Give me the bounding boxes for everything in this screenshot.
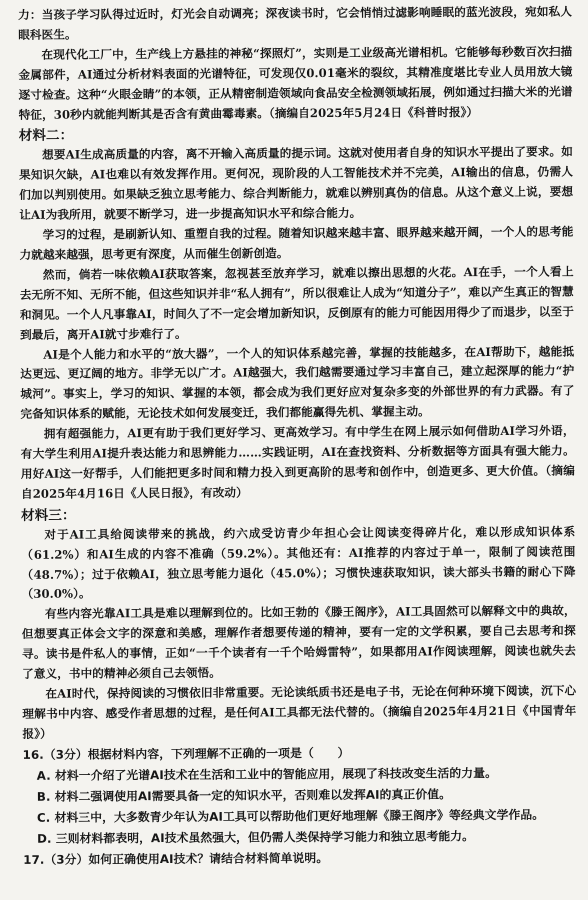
material2-paragraph-5 xyxy=(21,422,575,505)
question-16-option-a[interactable]: A. 材料一介绍了光谱AI技术在生活和工业中的智能应用，展现了科技改变生活的力量。 xyxy=(36,765,498,783)
factory-text: 在现代化工厂中，生产线上方悬挂的神秘“探照灯”，实则是工业级高光谱相机。它能够每秒数百次扫描金属部件，AI通过分析材料表面的光谱特征，可发现仅0.01毫米的裂纹，其精准度堪比专业人员用放大镜逐寸检查。这种“火眼金睛”的本领，正从精密制造领域向食品安全检测领域拓展，例如通过扫描大米的光谱特征，30秒内就能判断其是否含有黄曲霉毒素。 xyxy=(18,44,573,122)
question-16-option-c[interactable]: C. 材料三中，大多数青少年认为AI工具可以帮助他们更好地理解《滕王阁序》等经典文学作品。 xyxy=(36,807,545,825)
factory-source: （摘编自2025年5月24日《科普时报》） xyxy=(268,104,479,120)
material2-p5-text: 拥有超强能力，AI更有助于我们更好学习、更高效学习。有中学生在网上展示如何借助AI学习外语，有大学生利用AI提升表达能力和思辨能力……实践证明，AI在查找资料、分析数据等方面具有强大能力。用好AI这一好帮手，人们能把更多时间和精力投入到更高阶的思考和创作中，创造更多、更大价值。 xyxy=(20,423,575,481)
material2-paragraph-2: 学习的过程，是刷新认知、重塑自我的过程。随着知识越来越丰富、眼界越来越开阔，一个人的思考能力就越来越强，思考更有深度，从而催生创新创造。 xyxy=(19,224,574,262)
material3-paragraph-1: 对于AI工具给阅读带来的挑战，约六成受访青少年担心会让阅读变得碎片化，难以形成知识体系（61.2%）和AI生成的内容不准确（59.2%）。其他还有：AI推荐的内容过于单一，限制了阅读范围（48.7%）；过于依赖AI，独立思考能力退化（45.0%）；习惯快速获取知识，读大部头书籍的耐心下降（30.0%）。 xyxy=(21,524,576,602)
question-17-stem: 17.（3分）如何正确使用AI技术？请结合材料简单说明。 xyxy=(23,850,329,867)
material1-tail: 力：当孩子学习队得过近时，灯光会自动调亮；深夜读书时，它会悄悄过滤影响睡眠的蓝光波段，宛如私人眼科医生。 xyxy=(18,4,573,42)
material2-paragraph-1: 想要AI生成高质量的内容，离不开输入高质量的提示词。这就对使用者自身的知识水平提出了要求。如果知识欠缺，AI也难以有效发挥作用。更何况，现阶段的人工智能技术并不完美，AI输出的信息，仍需人们加以判别使用。如果缺乏独立思考能力、综合判断能力，就难以辨别真伪的信息。从这个意义上说，要想让AI为我所用，就要不断学习，进一步提高知识水平和综合能力。 xyxy=(19,144,574,223)
material3-source: （摘编自2025年4月21日《中国青年报》） xyxy=(22,703,577,741)
factory-paragraph xyxy=(18,42,572,125)
material2-paragraph-3: 然而，倘若一味依赖AI获取答案，忽视甚至放弃学习，就难以擦出思想的火花。AI在手，一个人看上去无所不知、无所不能，但这些知识并非“私人拥有”，所以很难让人成为“知道分子”，难以产生真正的智慧和洞见。一个人凡事靠AI，时间久了不一定会增加新知识，反倒原有的能力可能因用得少了而退步，以至于到最后，离开AI就寸步难行了。 xyxy=(19,264,574,342)
material2-paragraph-4: AI是个人能力和水平的“放大器”，一个人的知识体系越完善，掌握的技能越多，在AI帮助下，越能抵达更远、更辽阔的地方。非学无以广才。AI越强大，我们越需要通过学习丰富自己，建立起深厚的能力“护城河”。事实上，学习的知识、掌握的本领，都会成为我们更好应对复杂多变的外部世界的有力武器。有了完备知识体系的赋能，无论技术如何发展变迁，我们都能赢得先机、掌握主动。 xyxy=(20,343,575,422)
material3-paragraph-2: 有些内容光靠AI工具是难以理解到位的。比如王勃的《滕王阁序》，AI工具固然可以解释文中的典故，但想要真正体会文字的深意和美感，理解作者想要传递的精神，要有一定的文学积累，要自己去思考和探寻。读书是件私人的事情，正如“一千个读者有一千个哈姆雷特”，如果都用AI作阅读理解，阅读也就失去了意义，书中的精神必须自己去领悟。 xyxy=(21,603,577,681)
material3-heading: 材料三： xyxy=(21,507,76,524)
question-16-option-d[interactable]: D. 三则材料都表明，AI技术虽然强大，但仍需人类保持学习能力和独立思考能力。 xyxy=(37,828,475,846)
material2-source: （摘编自2025年4月16日《人民日报》，有改动） xyxy=(20,463,575,501)
question-16-stem: 16.（3分）根据材料内容，下列理解不正确的一项是（ ） xyxy=(22,745,350,762)
question-16-option-b[interactable]: B. 材料二强调使用AI需要具备一定的知识水平，否则难以发挥AI的真正价值。 xyxy=(36,786,452,804)
material3-paragraph-3 xyxy=(22,681,576,744)
material2-heading: 材料二： xyxy=(18,127,74,145)
material3-p3-text: 在AI时代，保持阅读的习惯依旧非常重要。无论读纸质书还是电子书，无论在何种环境下阅读，沉下心理解书中内容、感受作者思想的过程，是任何AI工具都无法代替的。 xyxy=(22,683,577,721)
